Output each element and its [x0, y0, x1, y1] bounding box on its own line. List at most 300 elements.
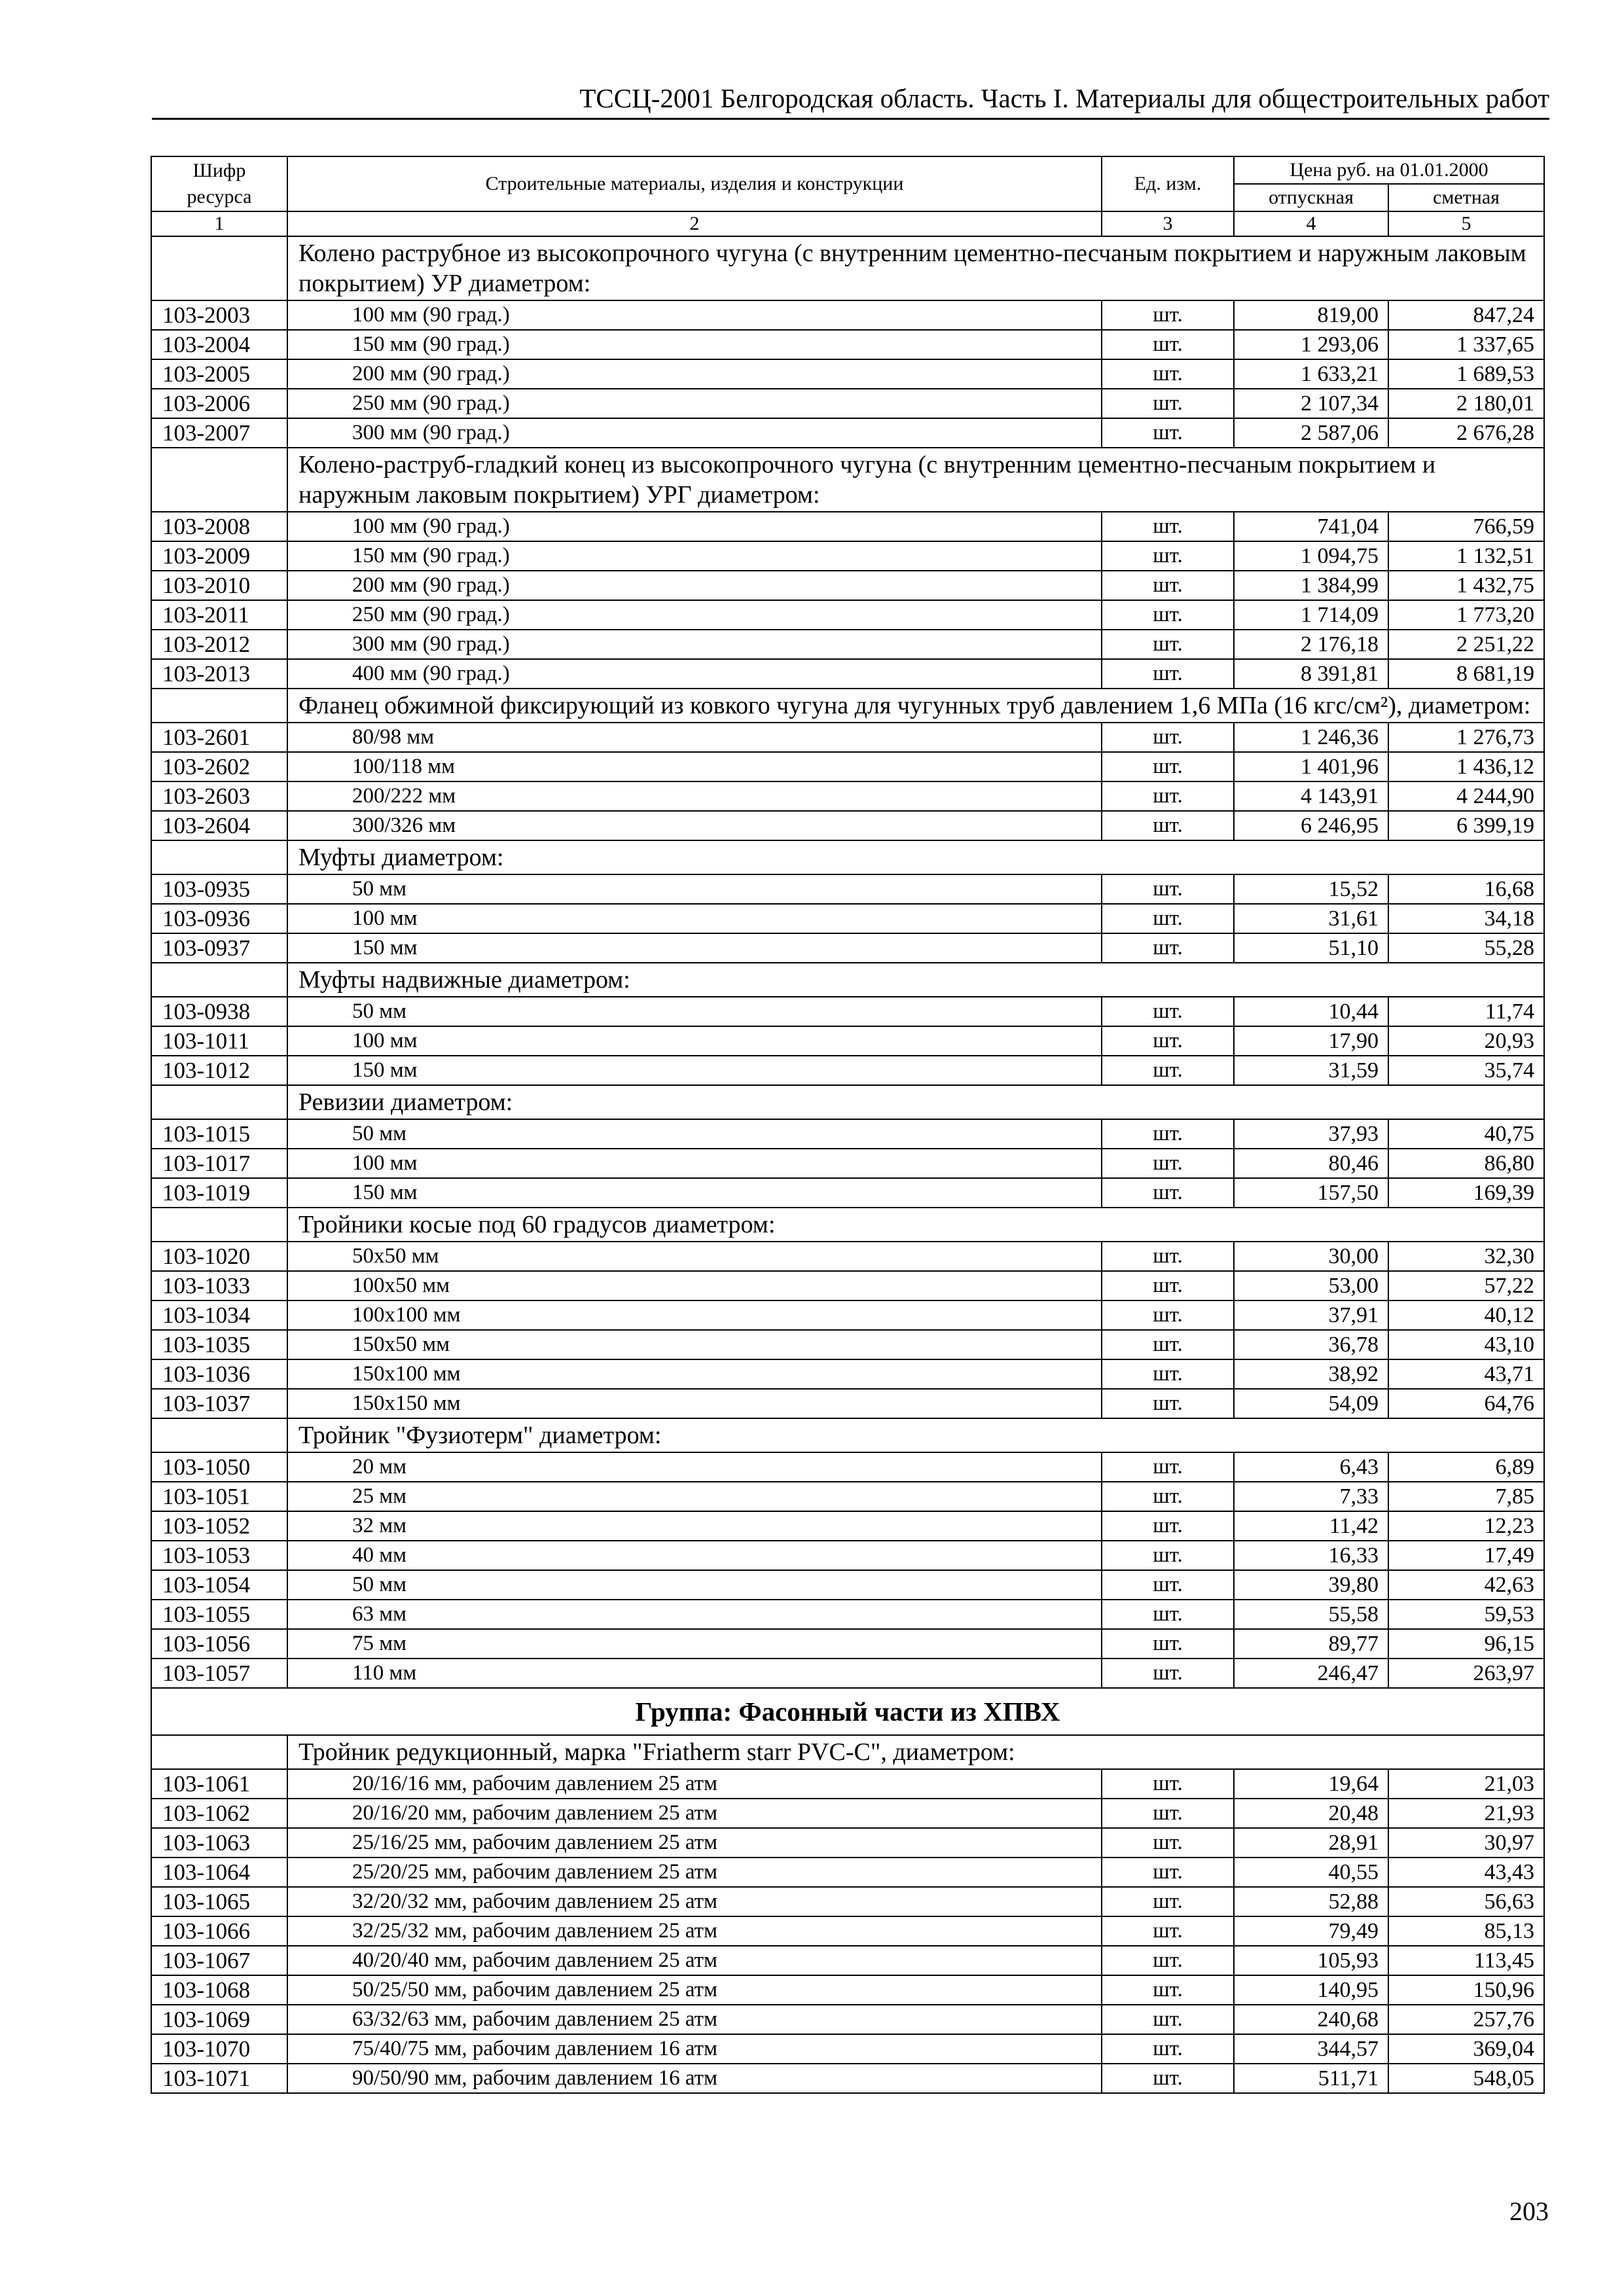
- header-rule: [152, 118, 1549, 120]
- table-row: [151, 933, 1544, 963]
- resource-code: 103-2005: [151, 359, 287, 389]
- table-row: [151, 1056, 1544, 1085]
- item-name: 150х100 мм: [287, 1359, 1102, 1389]
- item-unit: шт.: [1102, 1271, 1234, 1300]
- section-heading-code-cell: [151, 963, 287, 997]
- resource-code: 103-1057: [151, 1659, 287, 1688]
- item-name: 50х50 мм: [287, 1242, 1102, 1271]
- item-name: 100 мм: [287, 1026, 1102, 1056]
- item-name: 40/20/40 мм, рабочим давлением 25 атм: [287, 1946, 1102, 1975]
- resource-code: 103-1019: [151, 1178, 287, 1208]
- table-row: [151, 723, 1544, 752]
- item-name: 100 мм (90 град.): [287, 512, 1102, 541]
- price-release: 240,68: [1234, 2005, 1388, 2034]
- price-estimate: 7,85: [1388, 1482, 1544, 1511]
- item-name: 50 мм: [287, 874, 1102, 904]
- resource-code: 103-0938: [151, 997, 287, 1026]
- item-unit: шт.: [1102, 571, 1234, 600]
- resource-code: 103-2604: [151, 811, 287, 840]
- group-heading: Группа: Фасонный части из ХПВХ: [151, 1688, 1544, 1735]
- price-estimate: 2 251,22: [1388, 630, 1544, 659]
- price-estimate: 40,12: [1388, 1300, 1544, 1330]
- item-unit: шт.: [1102, 630, 1234, 659]
- price-release: 40,55: [1234, 1857, 1388, 1887]
- header-price-release: отпускная: [1234, 184, 1388, 211]
- item-name: 150 мм: [287, 933, 1102, 963]
- table-row: [151, 1916, 1544, 1946]
- item-unit: шт.: [1102, 1600, 1234, 1629]
- price-estimate: 57,22: [1388, 1271, 1544, 1300]
- price-release: 105,93: [1234, 1946, 1388, 1975]
- column-number: 5: [1388, 211, 1544, 236]
- table-row: [151, 1511, 1544, 1541]
- item-unit: шт.: [1102, 1242, 1234, 1271]
- price-estimate: 85,13: [1388, 1916, 1544, 1946]
- section-heading-code-cell: [151, 236, 287, 300]
- item-unit: шт.: [1102, 1659, 1234, 1688]
- resource-code: 103-2013: [151, 659, 287, 689]
- item-unit: шт.: [1102, 541, 1234, 571]
- item-unit: шт.: [1102, 1541, 1234, 1570]
- item-name: 100 мм (90 град.): [287, 300, 1102, 330]
- section-heading-code-cell: [151, 689, 287, 723]
- price-release: 55,58: [1234, 1600, 1388, 1629]
- item-name: 20 мм: [287, 1452, 1102, 1482]
- table-row: [151, 1570, 1544, 1600]
- section-heading-row: [151, 1735, 1544, 1769]
- item-unit: шт.: [1102, 389, 1234, 418]
- item-unit: шт.: [1102, 997, 1234, 1026]
- price-estimate: 34,18: [1388, 904, 1544, 933]
- resource-code: 103-2601: [151, 723, 287, 752]
- item-unit: шт.: [1102, 1056, 1234, 1085]
- table-row: [151, 752, 1544, 781]
- price-estimate: 766,59: [1388, 512, 1544, 541]
- section-heading: Колено-раструб-гладкий конец из высокопрочного чугуна (с внутренним цементно-песчаным покрытием и наружным лаковым покрытием) УРГ диаметром:: [287, 448, 1544, 512]
- price-estimate: 1 337,65: [1388, 330, 1544, 359]
- item-name: 150 мм: [287, 1178, 1102, 1208]
- resource-code: 103-1011: [151, 1026, 287, 1056]
- price-estimate: 64,76: [1388, 1389, 1544, 1418]
- table-row: [151, 1119, 1544, 1149]
- item-name: 300 мм (90 град.): [287, 630, 1102, 659]
- price-release: 2 176,18: [1234, 630, 1388, 659]
- item-name: 100/118 мм: [287, 752, 1102, 781]
- resource-code: 103-2011: [151, 600, 287, 630]
- item-unit: шт.: [1102, 512, 1234, 541]
- price-estimate: 55,28: [1388, 933, 1544, 963]
- header-price-estimate: сметная: [1388, 184, 1544, 211]
- table-row: [151, 1149, 1544, 1178]
- price-release: 1 246,36: [1234, 723, 1388, 752]
- price-estimate: 6,89: [1388, 1452, 1544, 1482]
- item-unit: шт.: [1102, 1389, 1234, 1418]
- price-estimate: 4 244,90: [1388, 781, 1544, 811]
- resource-code: 103-1055: [151, 1600, 287, 1629]
- item-unit: шт.: [1102, 874, 1234, 904]
- item-unit: шт.: [1102, 1119, 1234, 1149]
- header-unit: Ед. изм.: [1102, 156, 1234, 211]
- resource-code: 103-1064: [151, 1857, 287, 1887]
- price-release: 246,47: [1234, 1659, 1388, 1688]
- price-estimate: 11,74: [1388, 997, 1544, 1026]
- resource-code: 103-1054: [151, 1570, 287, 1600]
- item-unit: шт.: [1102, 1482, 1234, 1511]
- resource-code: 103-1071: [151, 2064, 287, 2093]
- resource-code: 103-1053: [151, 1541, 287, 1570]
- item-unit: шт.: [1102, 781, 1234, 811]
- resource-code: 103-2004: [151, 330, 287, 359]
- price-release: 2 587,06: [1234, 418, 1388, 448]
- table-row: [151, 300, 1544, 330]
- item-unit: шт.: [1102, 1975, 1234, 2005]
- price-release: 8 391,81: [1234, 659, 1388, 689]
- resource-code: 103-1017: [151, 1149, 287, 1178]
- price-release: 6 246,95: [1234, 811, 1388, 840]
- price-release: 6,43: [1234, 1452, 1388, 1482]
- price-estimate: 548,05: [1388, 2064, 1544, 2093]
- resource-code: 103-2012: [151, 630, 287, 659]
- section-heading-row: [151, 1085, 1544, 1119]
- table-row: [151, 1330, 1544, 1359]
- item-name: 300 мм (90 град.): [287, 418, 1102, 448]
- price-table-body: [151, 156, 1544, 2093]
- section-heading-row: [151, 236, 1544, 300]
- item-unit: шт.: [1102, 1946, 1234, 1975]
- table-row: [151, 1300, 1544, 1330]
- resource-code: 103-1036: [151, 1359, 287, 1389]
- price-release: 4 143,91: [1234, 781, 1388, 811]
- price-estimate: 86,80: [1388, 1149, 1544, 1178]
- item-unit: шт.: [1102, 1570, 1234, 1600]
- item-unit: шт.: [1102, 752, 1234, 781]
- price-estimate: 56,63: [1388, 1887, 1544, 1916]
- table-row: [151, 1482, 1544, 1511]
- price-release: 11,42: [1234, 1511, 1388, 1541]
- table-row: [151, 1389, 1544, 1418]
- price-estimate: 59,53: [1388, 1600, 1544, 1629]
- resource-code: 103-2008: [151, 512, 287, 541]
- item-name: 150 мм: [287, 1056, 1102, 1085]
- section-heading: Муфты диаметром:: [287, 840, 1544, 874]
- item-name: 250 мм (90 град.): [287, 389, 1102, 418]
- item-name: 150х150 мм: [287, 1389, 1102, 1418]
- price-release: 1 094,75: [1234, 541, 1388, 571]
- price-estimate: 6 399,19: [1388, 811, 1544, 840]
- section-heading-row: [151, 448, 1544, 512]
- price-estimate: 35,74: [1388, 1056, 1544, 1085]
- resource-code: 103-1037: [151, 1389, 287, 1418]
- item-unit: шт.: [1102, 418, 1234, 448]
- item-name: 200/222 мм: [287, 781, 1102, 811]
- table-row: [151, 389, 1544, 418]
- price-estimate: 1 432,75: [1388, 571, 1544, 600]
- price-estimate: 30,97: [1388, 1828, 1544, 1857]
- resource-code: 103-1065: [151, 1887, 287, 1916]
- item-name: 32 мм: [287, 1511, 1102, 1541]
- table-row: [151, 418, 1544, 448]
- item-unit: шт.: [1102, 933, 1234, 963]
- price-release: 28,91: [1234, 1828, 1388, 1857]
- resource-code: 103-2003: [151, 300, 287, 330]
- table-row: [151, 1799, 1544, 1828]
- price-estimate: 20,93: [1388, 1026, 1544, 1056]
- price-release: 511,71: [1234, 2064, 1388, 2093]
- price-estimate: 8 681,19: [1388, 659, 1544, 689]
- resource-code: 103-0935: [151, 874, 287, 904]
- price-estimate: 21,93: [1388, 1799, 1544, 1828]
- resource-code: 103-0936: [151, 904, 287, 933]
- price-release: 344,57: [1234, 2034, 1388, 2064]
- price-release: 53,00: [1234, 1271, 1388, 1300]
- price-estimate: 1 132,51: [1388, 541, 1544, 571]
- resource-code: 103-1063: [151, 1828, 287, 1857]
- item-name: 40 мм: [287, 1541, 1102, 1570]
- item-name: 50/25/50 мм, рабочим давлением 25 атм: [287, 1975, 1102, 2005]
- price-estimate: 32,30: [1388, 1242, 1544, 1271]
- item-unit: шт.: [1102, 1178, 1234, 1208]
- resource-code: 103-1069: [151, 2005, 287, 2034]
- price-release: 80,46: [1234, 1149, 1388, 1178]
- table-row: [151, 1271, 1544, 1300]
- price-release: 19,64: [1234, 1769, 1388, 1799]
- price-estimate: 2 676,28: [1388, 418, 1544, 448]
- header-price: Цена руб. на 01.01.2000: [1234, 156, 1544, 184]
- price-release: 10,44: [1234, 997, 1388, 1026]
- column-number: 3: [1102, 211, 1234, 236]
- price-estimate: 16,68: [1388, 874, 1544, 904]
- price-release: 20,48: [1234, 1799, 1388, 1828]
- price-release: 2 107,34: [1234, 389, 1388, 418]
- item-name: 150х50 мм: [287, 1330, 1102, 1359]
- price-estimate: 2 180,01: [1388, 389, 1544, 418]
- table-row: [151, 1887, 1544, 1916]
- page-header-title: ТССЦ-2001 Белгородская область. Часть I. Материалы для общестроительных работ: [579, 83, 1549, 113]
- resource-code: 103-1070: [151, 2034, 287, 2064]
- item-name: 100х100 мм: [287, 1300, 1102, 1330]
- item-name: 63 мм: [287, 1600, 1102, 1629]
- price-release: 31,61: [1234, 904, 1388, 933]
- price-release: 79,49: [1234, 1916, 1388, 1946]
- resource-code: 103-2010: [151, 571, 287, 600]
- item-unit: шт.: [1102, 2064, 1234, 2093]
- price-estimate: 263,97: [1388, 1659, 1544, 1688]
- item-unit: шт.: [1102, 1857, 1234, 1887]
- price-release: 31,59: [1234, 1056, 1388, 1085]
- resource-code: 103-1034: [151, 1300, 287, 1330]
- item-name: 90/50/90 мм, рабочим давлением 16 атм: [287, 2064, 1102, 2093]
- price-estimate: 43,43: [1388, 1857, 1544, 1887]
- resource-code: 103-2009: [151, 541, 287, 571]
- section-heading: Муфты надвижные диаметром:: [287, 963, 1544, 997]
- table-row: [151, 874, 1544, 904]
- item-unit: шт.: [1102, 1799, 1234, 1828]
- item-unit: шт.: [1102, 1887, 1234, 1916]
- price-estimate: 847,24: [1388, 300, 1544, 330]
- section-heading: Тройники косые под 60 градусов диаметром:: [287, 1208, 1544, 1242]
- table-row: [151, 1629, 1544, 1659]
- item-name: 250 мм (90 град.): [287, 600, 1102, 630]
- item-unit: шт.: [1102, 1026, 1234, 1056]
- table-row: [151, 571, 1544, 600]
- resource-code: 103-1051: [151, 1482, 287, 1511]
- price-estimate: 150,96: [1388, 1975, 1544, 2005]
- table-row: [151, 1975, 1544, 2005]
- column-number: 1: [151, 211, 287, 236]
- item-name: 50 мм: [287, 997, 1102, 1026]
- resource-code: 103-2006: [151, 389, 287, 418]
- price-estimate: 43,71: [1388, 1359, 1544, 1389]
- item-name: 20/16/16 мм, рабочим давлением 25 атм: [287, 1769, 1102, 1799]
- table-row: [151, 330, 1544, 359]
- table-header-row: [151, 156, 1544, 184]
- price-estimate: 21,03: [1388, 1769, 1544, 1799]
- item-name: 150 мм (90 град.): [287, 541, 1102, 571]
- table-row: [151, 1541, 1544, 1570]
- section-heading-row: [151, 689, 1544, 723]
- item-unit: шт.: [1102, 359, 1234, 389]
- price-release: 54,09: [1234, 1389, 1388, 1418]
- price-release: 38,92: [1234, 1359, 1388, 1389]
- column-number: 2: [287, 211, 1102, 236]
- price-release: 7,33: [1234, 1482, 1388, 1511]
- resource-code: 103-2602: [151, 752, 287, 781]
- resource-code: 103-1035: [151, 1330, 287, 1359]
- resource-code: 103-1061: [151, 1769, 287, 1799]
- price-release: 37,91: [1234, 1300, 1388, 1330]
- resource-code: 103-2007: [151, 418, 287, 448]
- item-name: 100 мм: [287, 904, 1102, 933]
- price-release: 17,90: [1234, 1026, 1388, 1056]
- item-unit: шт.: [1102, 2005, 1234, 2034]
- resource-code: 103-1067: [151, 1946, 287, 1975]
- section-heading-row: [151, 963, 1544, 997]
- price-release: 15,52: [1234, 874, 1388, 904]
- section-heading-code-cell: [151, 840, 287, 874]
- price-table: [151, 156, 1545, 2094]
- section-heading-row: [151, 840, 1544, 874]
- price-estimate: 113,45: [1388, 1946, 1544, 1975]
- price-estimate: 169,39: [1388, 1178, 1544, 1208]
- header-code: Шифр ресурса: [151, 156, 287, 211]
- section-heading: Ревизии диаметром:: [287, 1085, 1544, 1119]
- table-row: [151, 1242, 1544, 1271]
- resource-code: 103-1020: [151, 1242, 287, 1271]
- price-estimate: 42,63: [1388, 1570, 1544, 1600]
- item-name: 110 мм: [287, 1659, 1102, 1688]
- resource-code: 103-1056: [151, 1629, 287, 1659]
- table-row: [151, 1828, 1544, 1857]
- price-release: 819,00: [1234, 300, 1388, 330]
- price-release: 1 633,21: [1234, 359, 1388, 389]
- price-estimate: 1 436,12: [1388, 752, 1544, 781]
- item-name: 25/20/25 мм, рабочим давлением 25 атм: [287, 1857, 1102, 1887]
- table-row: [151, 2034, 1544, 2064]
- section-heading-row: [151, 1208, 1544, 1242]
- item-unit: шт.: [1102, 1769, 1234, 1799]
- group-heading-row: [151, 1688, 1544, 1735]
- item-unit: шт.: [1102, 600, 1234, 630]
- section-heading-row: [151, 1418, 1544, 1452]
- price-release: 1 401,96: [1234, 752, 1388, 781]
- item-unit: шт.: [1102, 300, 1234, 330]
- price-estimate: 1 276,73: [1388, 723, 1544, 752]
- item-name: 63/32/63 мм, рабочим давлением 25 атм: [287, 2005, 1102, 2034]
- price-estimate: 1 689,53: [1388, 359, 1544, 389]
- price-release: 140,95: [1234, 1975, 1388, 2005]
- column-number: 4: [1234, 211, 1388, 236]
- page-number: 203: [1509, 2197, 1549, 2226]
- price-release: 37,93: [1234, 1119, 1388, 1149]
- section-heading: Тройник редукционный, марка "Friatherm starr PVC-C", диаметром:: [287, 1735, 1544, 1769]
- resource-code: 103-0937: [151, 933, 287, 963]
- section-heading-code-cell: [151, 1085, 287, 1119]
- item-name: 75/40/75 мм, рабочим давлением 16 атм: [287, 2034, 1102, 2064]
- item-unit: шт.: [1102, 1452, 1234, 1482]
- item-name: 300/326 мм: [287, 811, 1102, 840]
- item-unit: шт.: [1102, 1300, 1234, 1330]
- resource-code: 103-1068: [151, 1975, 287, 2005]
- price-estimate: 40,75: [1388, 1119, 1544, 1149]
- section-heading-code-cell: [151, 1418, 287, 1452]
- item-unit: шт.: [1102, 1330, 1234, 1359]
- item-unit: шт.: [1102, 2034, 1234, 2064]
- price-estimate: 43,10: [1388, 1330, 1544, 1359]
- table-row: [151, 811, 1544, 840]
- table-row: [151, 1857, 1544, 1887]
- item-name: 100х50 мм: [287, 1271, 1102, 1300]
- item-unit: шт.: [1102, 330, 1234, 359]
- item-name: 25 мм: [287, 1482, 1102, 1511]
- item-name: 200 мм (90 град.): [287, 359, 1102, 389]
- item-name: 200 мм (90 град.): [287, 571, 1102, 600]
- price-release: 1 714,09: [1234, 600, 1388, 630]
- table-row: [151, 997, 1544, 1026]
- item-name: 80/98 мм: [287, 723, 1102, 752]
- table-row: [151, 630, 1544, 659]
- item-name: 100 мм: [287, 1149, 1102, 1178]
- price-release: 39,80: [1234, 1570, 1388, 1600]
- item-unit: шт.: [1102, 1511, 1234, 1541]
- item-unit: шт.: [1102, 1629, 1234, 1659]
- price-estimate: 369,04: [1388, 2034, 1544, 2064]
- section-heading-code-cell: [151, 1208, 287, 1242]
- section-heading: Колено раструбное из высокопрочного чугуна (с внутренним цементно-песчаным покрытием и наружным лаковым покрытием) УР диаметром:: [287, 236, 1544, 300]
- section-heading: Фланец обжимной фиксирующий из ковкого чугуна для чугунных труб давлением 1,6 МПа (16 кгс/см²), диаметром:: [287, 689, 1544, 723]
- item-name: 50 мм: [287, 1570, 1102, 1600]
- item-unit: шт.: [1102, 811, 1234, 840]
- item-name: 400 мм (90 град.): [287, 659, 1102, 689]
- price-release: 30,00: [1234, 1242, 1388, 1271]
- item-unit: шт.: [1102, 1359, 1234, 1389]
- price-estimate: 257,76: [1388, 2005, 1544, 2034]
- price-estimate: 12,23: [1388, 1511, 1544, 1541]
- resource-code: 103-1052: [151, 1511, 287, 1541]
- table-row: [151, 512, 1544, 541]
- table-row: [151, 600, 1544, 630]
- price-estimate: 17,49: [1388, 1541, 1544, 1570]
- section-heading: Тройник "Фузиотерм" диаметром:: [287, 1418, 1544, 1452]
- resource-code: 103-2603: [151, 781, 287, 811]
- item-name: 20/16/20 мм, рабочим давлением 25 атм: [287, 1799, 1102, 1828]
- resource-code: 103-1012: [151, 1056, 287, 1085]
- table-row: [151, 1452, 1544, 1482]
- item-name: 50 мм: [287, 1119, 1102, 1149]
- table-row: [151, 2064, 1544, 2093]
- table-row: [151, 1600, 1544, 1629]
- table-row: [151, 781, 1544, 811]
- header-name: Строительные материалы, изделия и конструкции: [287, 156, 1102, 211]
